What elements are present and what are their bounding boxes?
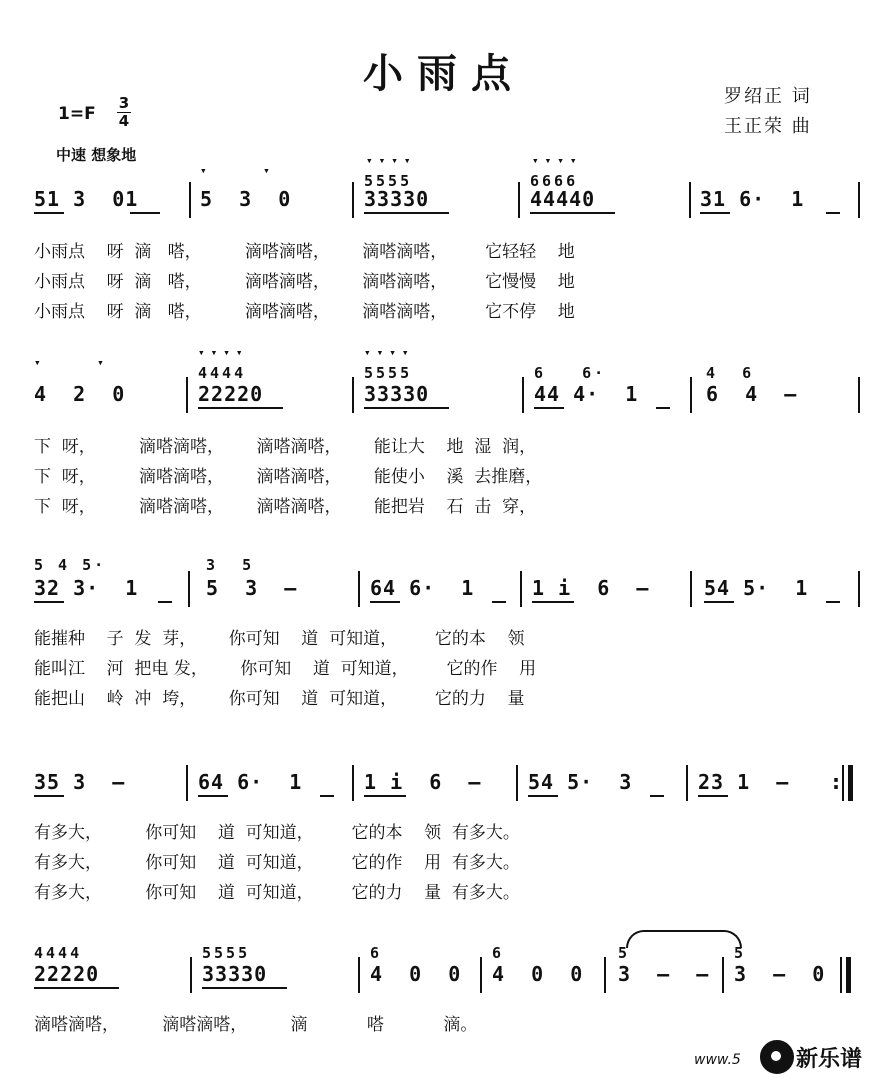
song-title: 小雨点 <box>363 50 525 97</box>
measure-notes: 4 2 0 <box>34 382 126 406</box>
underline <box>34 601 64 603</box>
barline <box>358 957 360 993</box>
underline <box>700 212 730 214</box>
key-signature: 1=F <box>58 104 96 124</box>
lyric-line: 小雨点 呀 滴 嗒， 滴嗒滴嗒， 滴嗒滴嗒， 它慢慢 地 <box>34 272 575 292</box>
upper-voice: 5 4 5· <box>34 556 107 574</box>
measure-notes: 44 4· 1 <box>534 382 639 406</box>
underline <box>704 601 734 603</box>
upper-voice: 5 <box>618 944 631 962</box>
upper-voice: 6 <box>492 944 505 962</box>
measure-notes: 64 6· 1 <box>370 576 475 600</box>
barline <box>858 182 860 218</box>
underline <box>530 212 615 214</box>
final-barline <box>846 957 851 993</box>
barline <box>522 377 524 413</box>
lyric-line: 有多大， 你可知 道 可知道， 它的力 量 有多大。 <box>34 883 520 903</box>
repeat-dots: : <box>832 770 840 794</box>
disc-icon-center <box>771 1051 781 1061</box>
lyric-line: 能把山 岭 冲 垮， 你可知 道 可知道， 它的力 量 <box>34 689 525 709</box>
measure-notes: 54 5· 3 <box>528 770 633 794</box>
lyric-line: 下 呀， 滴嗒滴嗒， 滴嗒滴嗒， 能把岩 石 击 穿， <box>34 497 537 517</box>
barline <box>188 571 190 607</box>
barline <box>842 765 844 801</box>
tie-arc <box>626 930 742 948</box>
lyric-line: 能叫江 河 把电 发， 你可知 道 可知道， 它的作 用 <box>34 659 537 679</box>
accent-marks: ▾▾▾▾ <box>364 346 415 359</box>
measure-notes: 64 6· 1 <box>198 770 303 794</box>
upper-voice: 5555 <box>364 172 413 190</box>
time-signature <box>117 96 131 129</box>
underline <box>158 601 172 603</box>
upper-voice: 6 6· <box>534 364 607 382</box>
watermark-url: www.5 <box>694 1052 741 1068</box>
measure-notes: 3 – – <box>618 962 710 986</box>
lyric-line: 有多大， 你可知 道 可知道， 它的本 领 有多大。 <box>34 823 520 843</box>
barline <box>840 957 842 993</box>
measure-notes: 51 3 01 <box>34 187 139 211</box>
upper-voice: 4444 <box>198 364 247 382</box>
barline <box>189 182 191 218</box>
barline <box>352 377 354 413</box>
lyric-line: 有多大， 你可知 道 可知道， 它的作 用 有多大。 <box>34 853 520 873</box>
measure-notes: 5 3 0 <box>200 187 292 211</box>
measure-notes: 4 0 0 <box>492 962 584 986</box>
measure-notes: 31 6· 1 <box>700 187 805 211</box>
barline <box>480 957 482 993</box>
upper-voice: 6 <box>370 944 383 962</box>
repeat-end-barline <box>848 765 853 801</box>
watermark-brand: 新乐谱 <box>796 1047 863 1072</box>
accent-marks: ▾▾▾▾ <box>198 346 249 359</box>
underline <box>826 601 840 603</box>
barline <box>722 957 724 993</box>
underline <box>528 795 558 797</box>
barline <box>352 182 354 218</box>
barline <box>518 182 520 218</box>
lyric-line: 能摧种 子 发 芽， 你可知 道 可知道， 它的本 领 <box>34 629 525 649</box>
barline <box>358 571 360 607</box>
barline <box>190 957 192 993</box>
barline <box>690 571 692 607</box>
measure-notes: 33330 <box>364 382 430 406</box>
lyric-line: 小雨点 呀 滴 嗒， 滴嗒滴嗒， 滴嗒滴嗒， 它不停 地 <box>34 302 575 322</box>
barline <box>604 957 606 993</box>
measure-notes: 4 0 0 <box>370 962 462 986</box>
underline <box>202 987 287 989</box>
underline <box>198 407 283 409</box>
measure-notes: 33330 <box>202 962 268 986</box>
barline <box>858 377 860 413</box>
underline <box>370 601 400 603</box>
lyric-line: 小雨点 呀 滴 嗒， 滴嗒滴嗒， 滴嗒滴嗒， 它轻轻 地 <box>34 242 575 262</box>
barline <box>352 765 354 801</box>
measure-notes: 5 3 – <box>206 576 298 600</box>
barline <box>520 571 522 607</box>
upper-voice: 5555 <box>202 944 251 962</box>
accent-marks: ▾ ▾ <box>200 164 276 177</box>
lyric-line: 下 呀， 滴嗒滴嗒， 滴嗒滴嗒， 能使小 溪 去推磨， <box>34 467 543 487</box>
barline <box>686 765 688 801</box>
accent-marks: ▾▾▾▾ <box>366 154 417 167</box>
upper-voice: 6666 <box>530 172 579 190</box>
tempo-marking: 中速 想象地 <box>56 146 137 164</box>
time-signature-bottom: 4 <box>118 112 130 130</box>
barline <box>690 377 692 413</box>
measure-notes: 54 5· 1 <box>704 576 809 600</box>
lyricist-credit: 罗绍正 词 <box>724 86 812 107</box>
measure-notes: 6 4 – <box>706 382 798 406</box>
underline <box>130 212 160 214</box>
measure-notes: 32 3· 1 <box>34 576 139 600</box>
underline <box>320 795 334 797</box>
composer-credit: 王正荣 曲 <box>724 116 812 137</box>
measure-notes: 3 – 0 <box>734 962 826 986</box>
accent-marks: ▾▾▾▾ <box>532 154 583 167</box>
underline <box>826 212 840 214</box>
upper-voice: 5 <box>734 944 747 962</box>
measure-notes: 33330 <box>364 187 430 211</box>
barline <box>689 182 691 218</box>
underline <box>34 212 64 214</box>
measure-notes: 1 i 6 – <box>532 576 650 600</box>
measure-notes: 22220 <box>34 962 100 986</box>
underline <box>534 407 564 409</box>
barline <box>516 765 518 801</box>
accent-marks: ▾ ▾ <box>34 356 110 369</box>
underline <box>650 795 664 797</box>
underline <box>698 795 728 797</box>
time-signature-top: 3 <box>118 94 130 112</box>
underline <box>198 795 228 797</box>
underline <box>532 601 574 603</box>
underline <box>34 795 64 797</box>
barline <box>186 377 188 413</box>
measure-notes: 35 3 – <box>34 770 126 794</box>
underline <box>364 212 449 214</box>
lyric-line: 下 呀， 滴嗒滴嗒， 滴嗒滴嗒， 能让大 地 湿 润， <box>34 437 537 457</box>
underline <box>34 987 119 989</box>
underline <box>492 601 506 603</box>
lyric-line: 滴嗒滴嗒， 滴嗒滴嗒， 滴 嗒 滴。 <box>34 1015 478 1035</box>
upper-voice: 5555 <box>364 364 413 382</box>
underline <box>656 407 670 409</box>
measure-notes: 22220 <box>198 382 264 406</box>
underline <box>364 795 406 797</box>
measure-notes: 1 i 6 – <box>364 770 482 794</box>
upper-voice: 3 5 <box>206 556 255 574</box>
barline <box>858 571 860 607</box>
upper-voice: 4444 <box>34 944 83 962</box>
measure-notes: 23 1 – <box>698 770 790 794</box>
barline <box>186 765 188 801</box>
upper-voice: 4 6 <box>706 364 755 382</box>
underline <box>364 407 449 409</box>
measure-notes: 44440 <box>530 187 596 211</box>
